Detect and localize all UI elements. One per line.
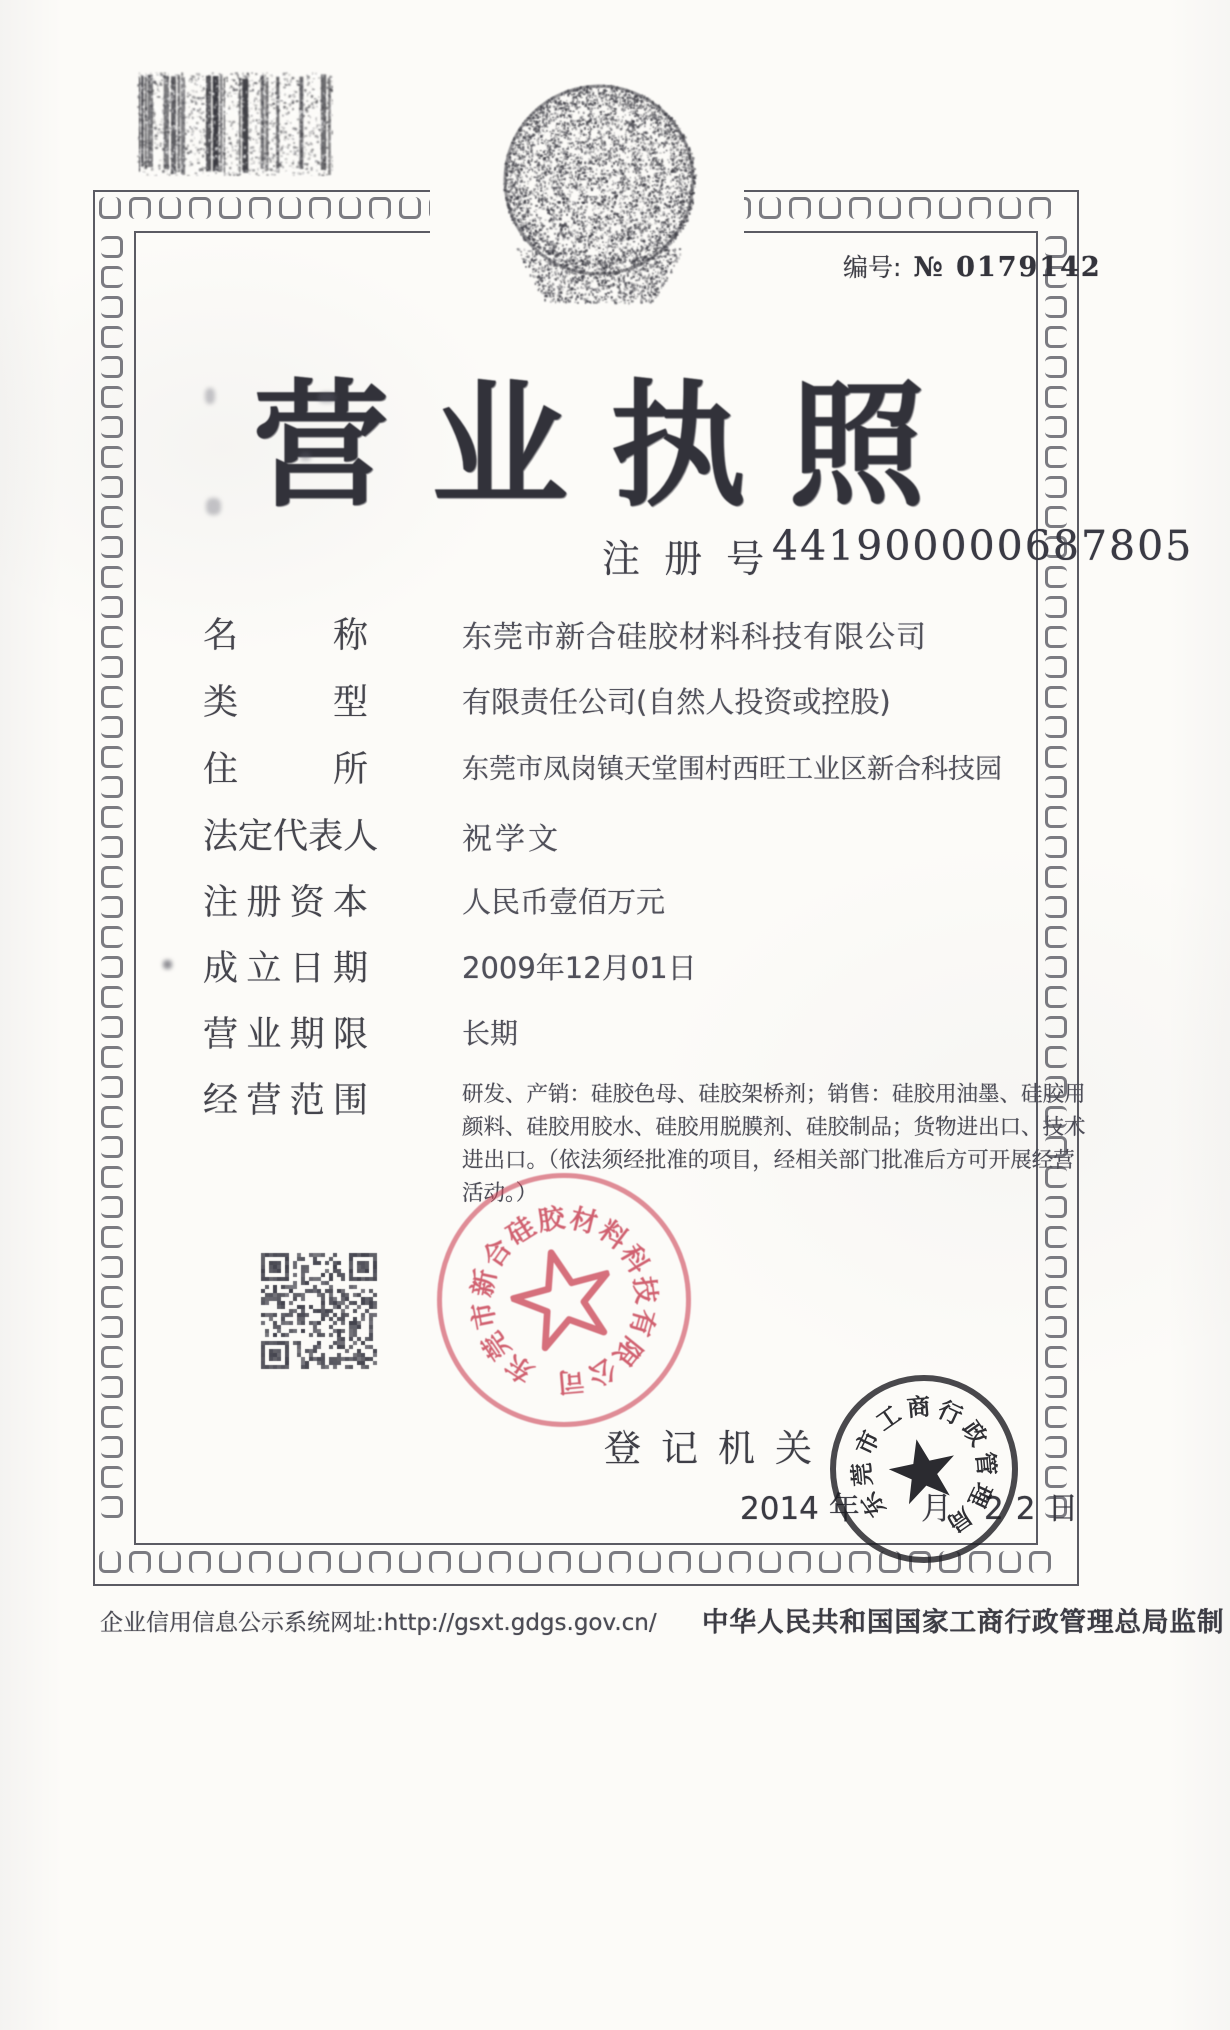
meander-unit [101,896,123,918]
issue-date-year: 2014 年 [740,1491,860,1527]
meander-unit [1045,746,1067,768]
meander-unit [1045,866,1067,888]
meander-unit [789,1551,811,1573]
meander-unit [1045,776,1067,798]
meander-unit [99,1551,121,1573]
meander-unit [1045,476,1067,498]
meander-unit [999,197,1021,219]
meander-unit [101,1376,123,1398]
field-value-business-term: 长期 [462,1017,519,1050]
registration-number-label: 注 册 号 [602,537,771,581]
meander-unit [1045,1406,1067,1428]
star-outline-icon [501,1235,626,1360]
field-label-address: 住 所 [203,750,368,790]
field-value-name: 东莞市新合硅胶材料科技有限公司 [462,620,927,655]
meander-unit [1045,1346,1067,1368]
meander-unit [159,197,181,219]
meander-unit [101,1496,123,1518]
field-label-establish-date: 成 立 日 期 [203,949,368,989]
meander-unit [101,836,123,858]
meander-unit [369,197,391,219]
meander-unit [1045,956,1067,978]
meander-unit [399,1551,421,1573]
meander-unit [129,197,151,219]
meander-unit [101,1316,123,1338]
meander-unit [101,566,123,588]
meander-unit [101,536,123,558]
barcode-2d [137,72,333,176]
scope-line: 进出口。（依法须经批准的项目，经相关部门批准后方可开展经营 [462,1148,1075,1173]
meander-unit [101,776,123,798]
meander-unit [339,1551,361,1573]
meander-unit [519,1551,541,1573]
meander-unit [1045,1256,1067,1278]
meander-unit [101,386,123,408]
meander-unit [101,1016,123,1038]
field-value-address: 东莞市凤岗镇天堂围村西旺工业区新合科技园 [462,754,1002,785]
meander-unit [101,1196,123,1218]
meander-unit [249,197,271,219]
meander-unit [1045,1046,1067,1068]
scan-smudge [163,960,172,969]
meander-unit [609,1551,631,1573]
meander-unit [101,1466,123,1488]
meander-unit [879,197,901,219]
meander-unit [101,686,123,708]
meander-unit [279,197,301,219]
meander-unit [399,197,421,219]
meander-unit [1045,896,1067,918]
field-label-business-scope: 经 营 范 围 [203,1081,368,1121]
meander-unit [219,1551,241,1573]
meander-unit [1045,326,1067,348]
meander-unit [101,266,123,288]
prc-national-emblem [494,76,704,306]
meander-unit [101,446,123,468]
footer-issuing-authority: 中华人民共和国国家工商行政管理总局监制 [702,1607,1225,1638]
meander-unit [159,1551,181,1573]
meander-unit [1045,986,1067,1008]
scope-line: 颜料、硅胶用胶水、硅胶用脱膜剂、硅胶制品；货物进出口、技术 [462,1115,1086,1140]
field-label-type: 类 型 [203,683,368,723]
meander-unit [101,1136,123,1158]
meander-unit [129,1551,151,1573]
meander-unit [101,656,123,678]
meander-unit [101,476,123,498]
meander-unit [101,506,123,528]
meander-unit [1045,1016,1067,1038]
meander-unit [1045,836,1067,858]
meander-unit [1045,926,1067,948]
footer-public-info-url: 企业信用信息公示系统网址:http://gsxt.gdgs.gov.cn/ [100,1610,657,1636]
meander-unit [819,197,841,219]
meander-unit [101,596,123,618]
meander-unit [1029,1551,1051,1573]
meander-unit [101,1226,123,1248]
meander-unit [101,1106,123,1128]
meander-unit [101,416,123,438]
field-value-type: 有限责任公司(自然人投资或控股) [462,685,891,719]
star-solid-icon [881,1428,964,1511]
field-label-business-term: 营 业 期 限 [203,1015,368,1055]
field-value-legal-representative: 祝学文 [462,822,561,857]
meander-unit [1045,806,1067,828]
meander-unit [1045,416,1067,438]
document-title: 营 业 执 照 [253,368,925,526]
meander-unit [1045,716,1067,738]
registration-number-value: 441900000687805 [772,522,1194,570]
meander-unit [101,296,123,318]
meander-unit [189,1551,211,1573]
meander-unit [101,986,123,1008]
meander-unit [579,1551,601,1573]
meander-unit [309,197,331,219]
issue-date-day: 22日 [984,1491,1091,1527]
meander-unit [101,1346,123,1368]
field-label-registered-capital: 注 册 资 本 [203,883,368,923]
meander-unit [1045,446,1067,468]
meander-unit [309,1551,331,1573]
meander-unit [101,1076,123,1098]
meander-unit [99,197,121,219]
meander-unit [819,1551,841,1573]
meander-unit [639,1551,661,1573]
meander-unit [1045,1436,1067,1458]
meander-unit [849,1551,871,1573]
registry-seal-black: 东 莞 市 工 商 行 政 管 理 局 [830,1375,1018,1563]
issue-date-month: 月 [921,1491,952,1527]
meander-unit [489,1551,511,1573]
scan-smudge [300,452,311,461]
meander-unit [1045,1226,1067,1248]
meander-unit [101,1166,123,1188]
meander-unit [1045,656,1067,678]
field-value-registered-capital: 人民币壹佰万元 [462,885,666,919]
meander-unit [1045,686,1067,708]
field-label-name: 名 称 [203,616,368,656]
meander-unit [909,197,931,219]
meander-unit [429,1551,451,1573]
scope-line: 活动。） [462,1181,538,1206]
meander-unit [369,1551,391,1573]
meander-unit [1045,296,1067,318]
meander-unit [279,1551,301,1573]
meander-unit [339,197,361,219]
meander-unit [999,1551,1021,1573]
company-seal-red: 东 莞 市 新 合 硅 胶 材 料 科 技 有 限 公 司 [437,1173,691,1427]
meander-unit [101,746,123,768]
border-meander-left [101,236,131,1544]
meander-unit [1045,626,1067,648]
meander-unit [459,1551,481,1573]
meander-unit [1045,356,1067,378]
registry-authority-label: 登记机关 [604,1427,832,1470]
meander-unit [1029,197,1051,219]
meander-unit [101,356,123,378]
field-value-establish-date: 2009年12月01日 [462,951,697,985]
meander-unit [101,716,123,738]
meander-unit [789,197,811,219]
serial-label: 编号: [843,253,902,282]
meander-unit [101,1256,123,1278]
meander-unit [101,1406,123,1428]
meander-unit [249,1551,271,1573]
serial-number [843,248,1102,284]
meander-unit [759,197,781,219]
meander-unit [219,197,241,219]
meander-unit [101,806,123,828]
meander-unit [729,1551,751,1573]
meander-unit [969,197,991,219]
meander-unit [101,1046,123,1068]
meander-unit [101,326,123,348]
scan-smudge [206,498,221,515]
meander-unit [101,1286,123,1308]
meander-unit [101,956,123,978]
meander-unit [759,1551,781,1573]
meander-unit [939,197,961,219]
meander-unit [101,626,123,648]
meander-unit [849,197,871,219]
meander-unit [1045,1316,1067,1338]
meander-unit [101,1436,123,1458]
meander-unit [969,1551,991,1573]
meander-unit [101,926,123,948]
border-meander-right [1045,236,1075,1544]
scan-smudge [205,388,215,404]
meander-unit [1045,386,1067,408]
meander-unit [699,1551,721,1573]
qr-code-icon [256,1248,390,1382]
meander-unit [669,1551,691,1573]
meander-unit [101,866,123,888]
field-label-legal-representative: 法 定 代 表 人 [203,817,379,857]
serial-value: № 0179142 [913,252,1102,283]
scan-smudge [318,392,336,403]
meander-unit [549,1551,571,1573]
meander-unit [1045,1286,1067,1308]
meander-unit [1045,1376,1067,1398]
scope-line: 研发、产销：硅胶色母、硅胶架桥剂；销售：硅胶用油墨、硅胶用 [462,1082,1086,1107]
meander-unit [1045,596,1067,618]
meander-unit [189,197,211,219]
meander-unit [101,236,123,258]
